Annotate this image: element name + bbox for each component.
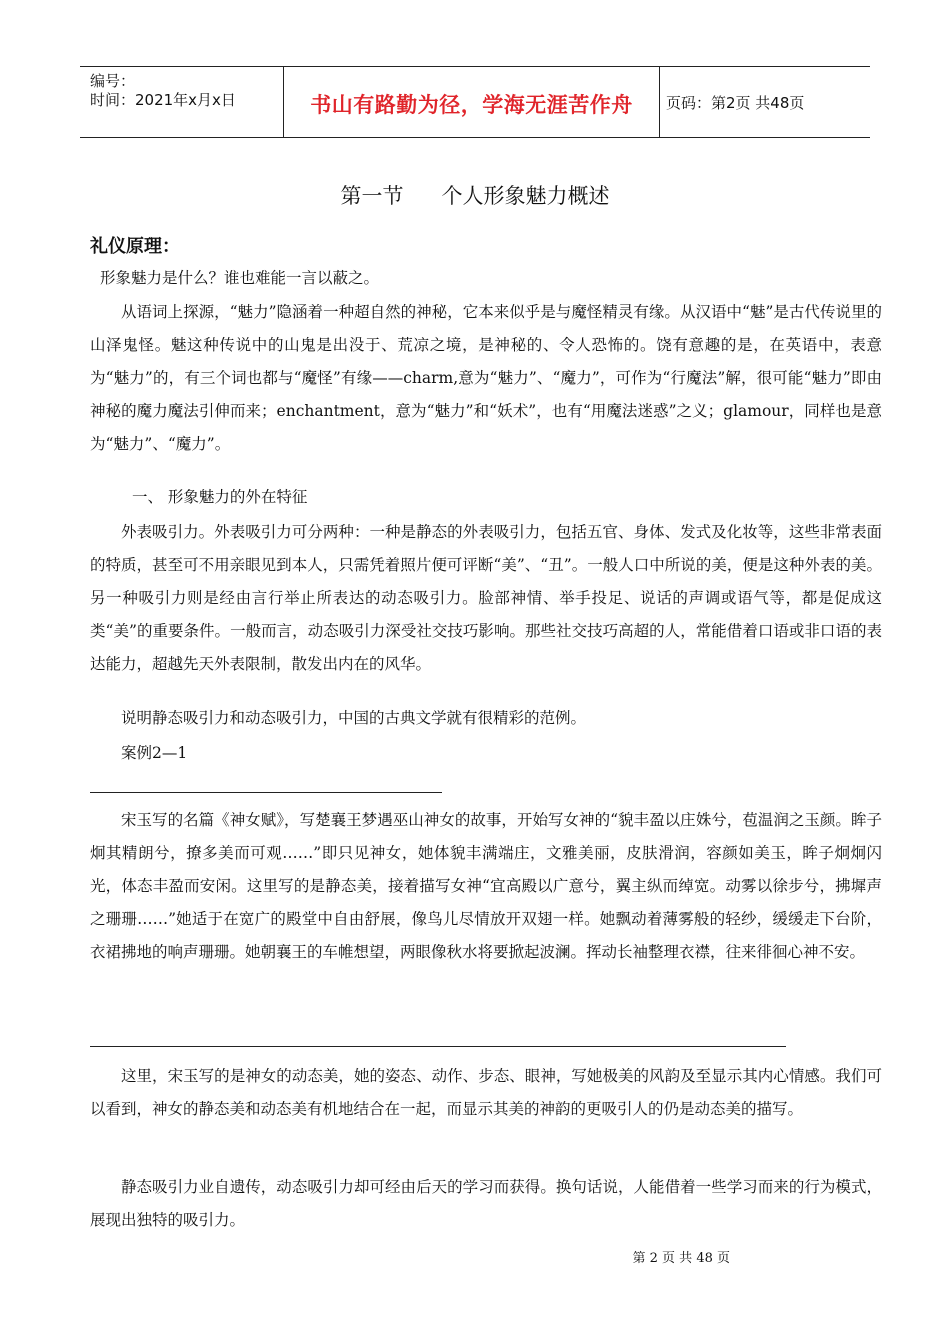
page-footer: 第 2 页 共 48 页 (632, 1251, 730, 1266)
case-top-rule (90, 792, 442, 793)
serial-label: 编号： (90, 72, 136, 90)
motto: 书山有路勤为径，学海无涯苦作舟 (310, 93, 633, 117)
subheading-external-features: 一、 形象魅力的外在特征 (132, 488, 308, 506)
page-info: 页码：第2页 共48页 (666, 93, 805, 112)
paragraph-case-content: 宋玉写的名篇《神女赋》，写楚襄王梦遇巫山神女的故事，开始写女神的“貌丰盈以庄姝兮，苞温润之玉颜。眸子炯其精朗兮，撩多美而可观……”即只见神女，她体貌丰满端庄，文雅美丽，皮肤滑润，容颜如美玉，眸子炯炯闪光，体态丰盈而安闲。这里写的是静态美，接着描写女神“宜高殿以广意兮，翼主纵而绰宽。动雾以徐步兮，拂墀声之珊珊……”她适于在宽广的殿堂中自由舒展，像鸟儿尽情放开双翅一样。她飘动着薄雾般的轻纱，缓缓走下台阶，衣裙拂地的响声珊珊。她朝襄王的车帷想望，两眼像秋水将要掀起波澜。挥动长袖整理衣襟，往来徘徊心神不安。 (90, 811, 882, 961)
paragraph-case-analysis: 这里，宋玉写的是神女的动态美，她的姿态、动作、步态、眼神，写她极美的风韵及至显示其内心情感。我们可以看到，神女的静态美和动态美有机地结合在一起，而显示其美的神韵的更吸引人的仍是动态美的描写。 (90, 1067, 882, 1118)
paragraph-etymology: 从语词上探源，“魅力”隐涵着一种超自然的神秘，它本来似乎是与魔怪精灵有缘。从汉语中“魅”是古代传说里的山泽鬼怪。魅这种传说中的山鬼是出没于、荒凉之境，是神秘的、令人恐怖的。饶有意趣的是，在英语中，表意为“魅力”的，有三个词也都与“魔怪”有缘——charm,意为“魅力”、“魔力”，可作为“行魔法”解，很可能“魅力”即由神秘的魔力魔法引伸而来；enchantment，意为“魅力”和“妖术”，也有“用魔法迷惑”之义；glamour，同样也是意为“魅力”、“魔力”。 (90, 303, 882, 453)
section-name: 个人形象魅力概述 (441, 184, 610, 208)
time-label: 时间：2021年x月x日 (90, 91, 236, 109)
section-number: 第一节 (340, 184, 404, 208)
case-bottom-rule (90, 1046, 786, 1047)
paragraph-examples-intro: 说明静态吸引力和动态吸引力，中国的古典文学就有很精彩的范例。 (121, 709, 587, 727)
header-motto-cell (283, 67, 660, 137)
paragraph-intro: 形象魅力是什么？谁也难能一言以蔽之。 (100, 269, 380, 287)
paragraph-conclusion: 静态吸引力业自遗传，动态吸引力却可经由后天的学习而获得。换句话说，人能借着一些学习而来的行为模式，展现出独特的吸引力。 (90, 1178, 882, 1229)
paragraph-attraction: 外表吸引力。外表吸引力可分两种：一种是静态的外表吸引力，包括五官、身体、发式及化妆等，这些非常表面的特质，甚至可不用亲眼见到本人，只需凭着照片便可评断“美”、“丑”。一般人口中所说的美，便是这种外表的美。另一种吸引力则是经由言行举止所表达的动态吸引力。脸部神情、举手投足、说话的声调或语气等，都是促成这类“美”的重要条件。一般而言，动态吸引力深受社交技巧影响。那些社交技巧高超的人，常能借着口语或非口语的表达能力，超越先天外表限制，散发出内在的风华。 (90, 523, 882, 673)
page-header (80, 66, 870, 138)
principle-heading: 礼仪原理： (90, 236, 180, 257)
section-title (0, 180, 950, 210)
case-label: 案例2—1 (121, 744, 188, 762)
header-page-cell (660, 67, 870, 137)
header-meta-cell (80, 67, 283, 137)
